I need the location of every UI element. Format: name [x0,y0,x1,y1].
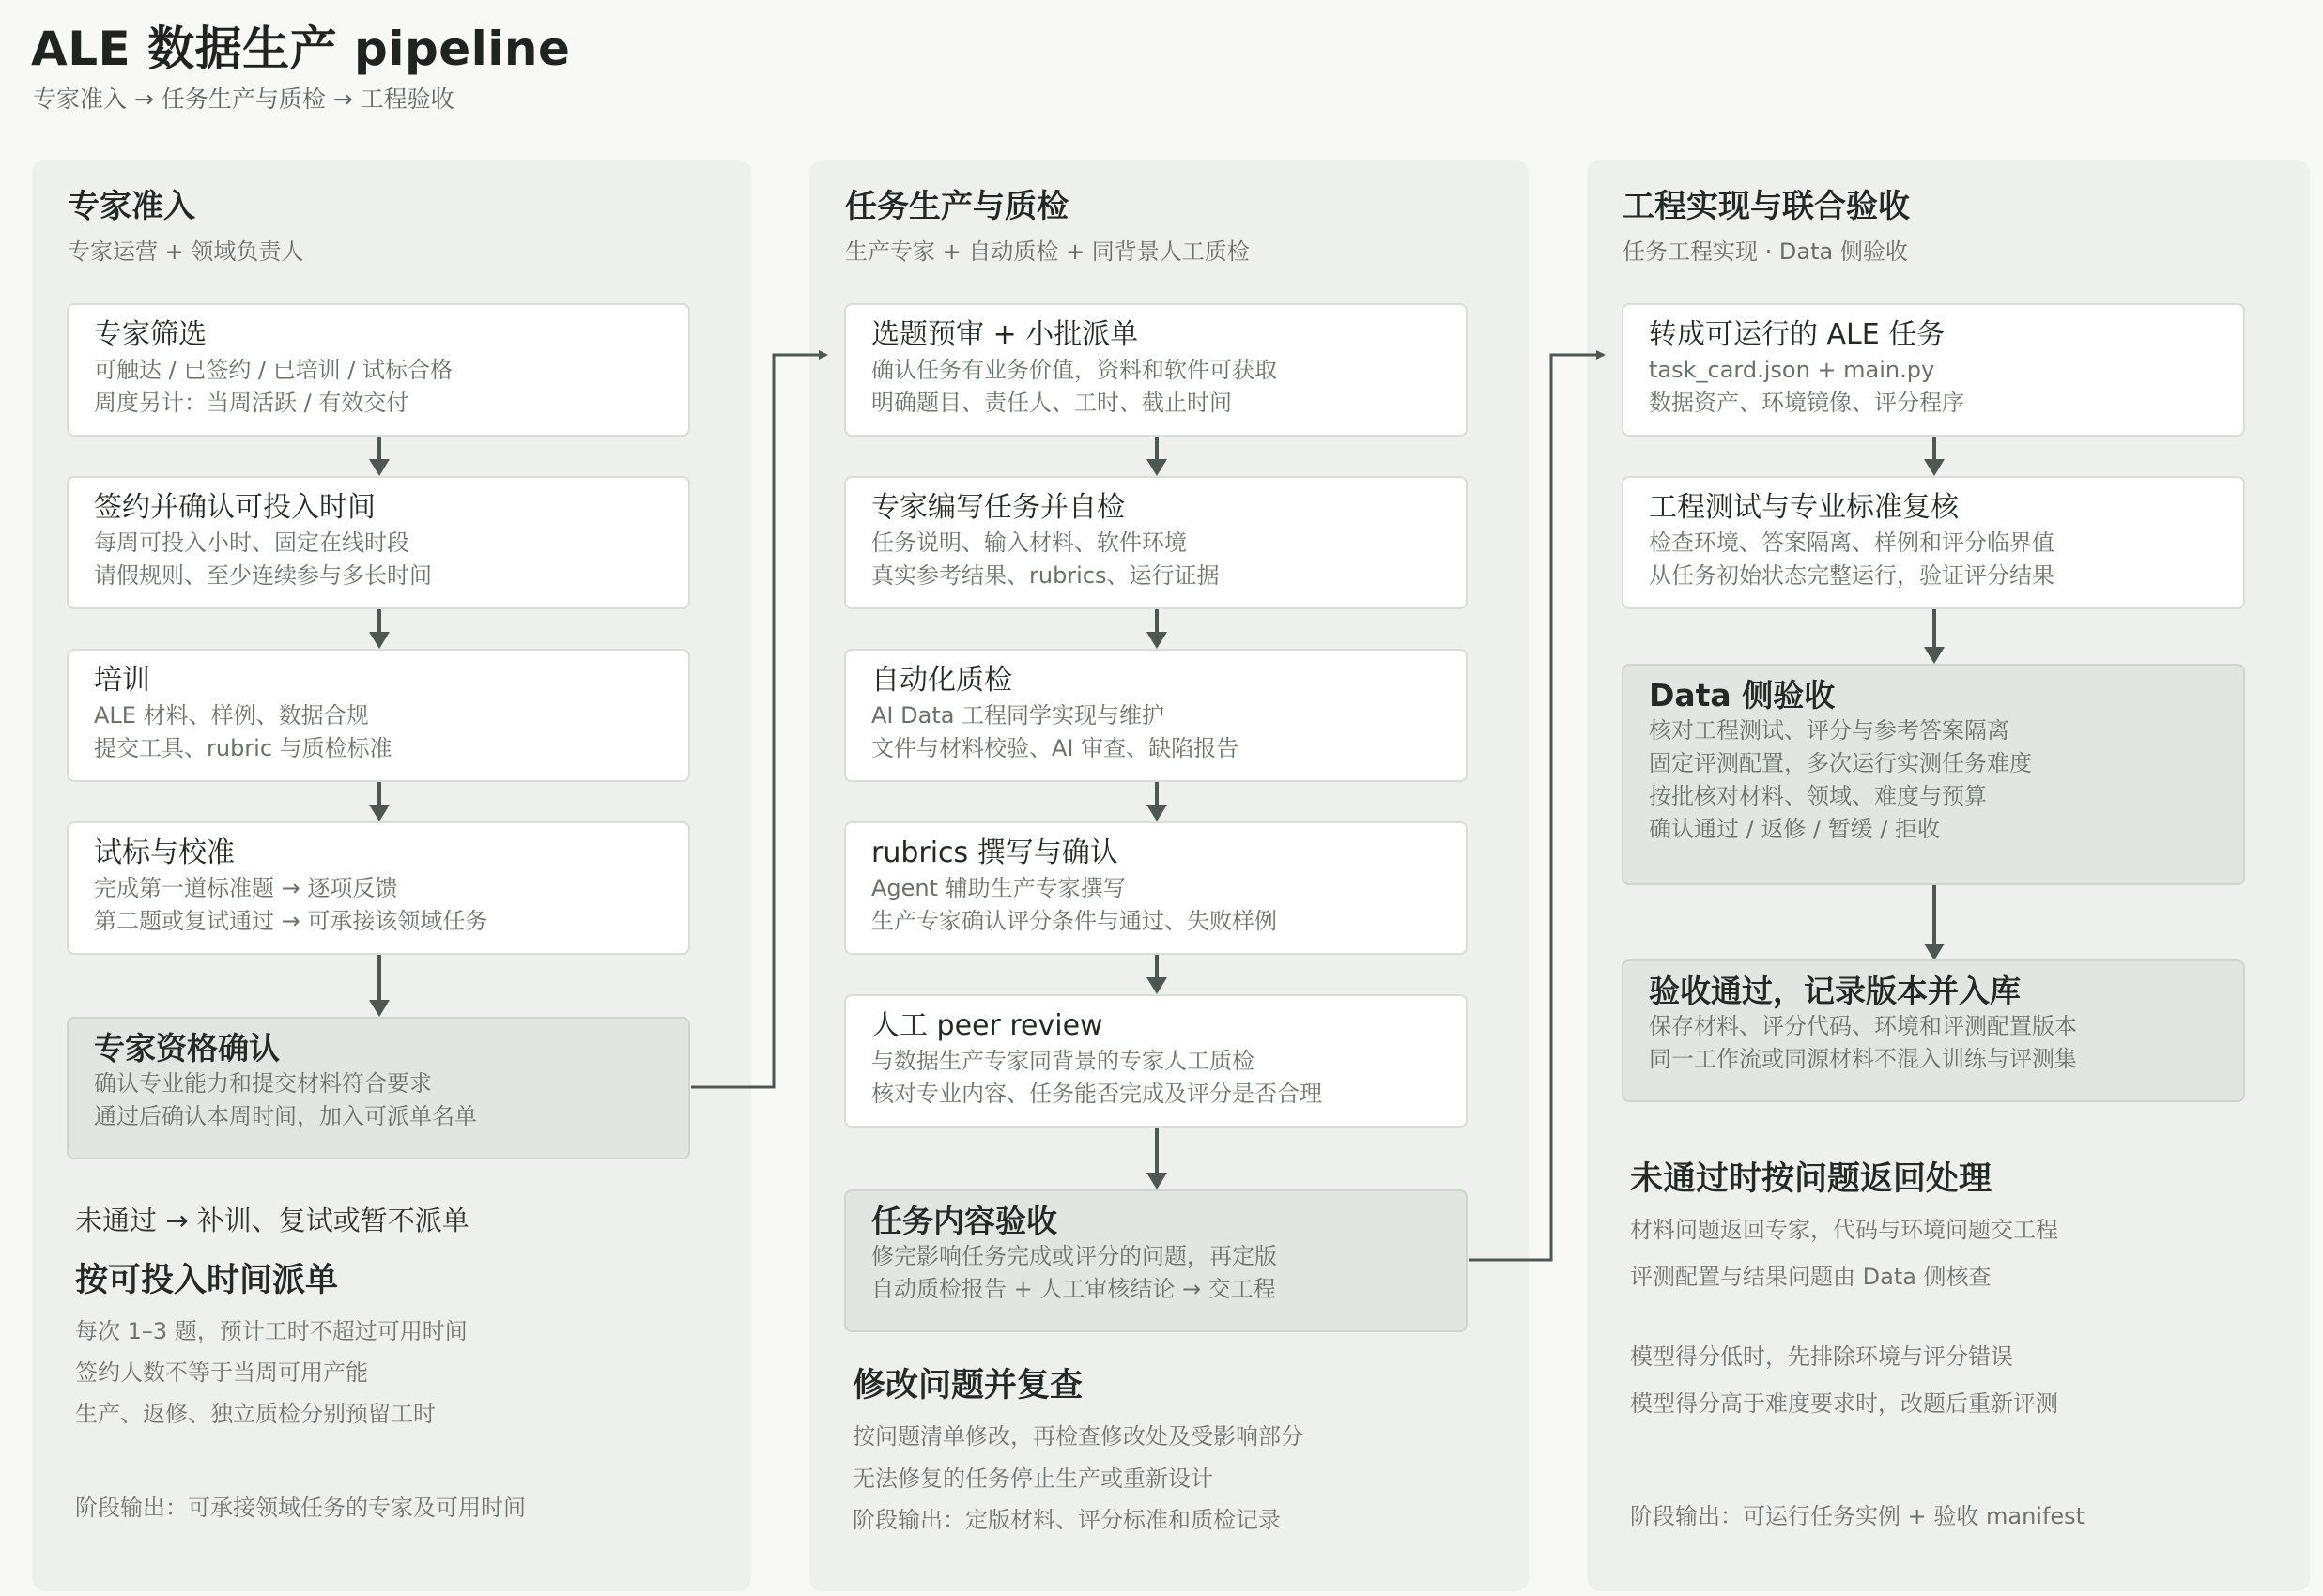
return-line: 模型得分低时，先排除环境与评分错误 [1630,1343,2013,1370]
column-subtitle: 生产专家 + 自动质检 + 同背景人工质检 [845,238,1250,265]
column-title: 工程实现与联合验收 [1623,188,1910,225]
card-qualification-confirm [67,1017,690,1159]
card-line: AI Data 工程同学实现与维护 [871,702,1165,729]
card-line: 通过后确认本周时间，加入可派单名单 [94,1103,477,1129]
dispatch-heading: 按可投入时间派单 [75,1262,339,1299]
stage-output: 阶段输出：定版材料、评分标准和质检记录 [853,1507,1281,1533]
card-line: 每周可投入小时、固定在线时段 [94,529,409,556]
card-line: 确认专业能力和提交材料符合要求 [94,1070,432,1097]
card-line: 可触达 / 已签约 / 已培训 / 试标合格 [94,357,454,383]
column-subtitle: 专家运营 + 领域负责人 [68,238,304,265]
arrow-down [377,437,381,461]
return-line: 材料问题返回专家，代码与环境问题交工程 [1630,1217,2058,1243]
card-title: 人工 peer review [871,1009,1103,1042]
return-line: 评测配置与结果问题由 Data 侧核查 [1630,1264,1992,1290]
card-line: 确认任务有业务价值，资料和软件可获取 [871,357,1277,383]
card-trial-calibration [67,821,690,955]
card-line: 保存材料、评分代码、环境和评测配置版本 [1649,1013,2077,1039]
arrow-down [377,609,381,634]
arrow-down [1932,609,1936,649]
arrow-down [1155,1128,1159,1174]
page-title: ALE 数据生产 pipeline [31,22,571,76]
card-sign-contract [67,476,690,609]
card-title: 专家编写任务并自检 [871,491,1125,524]
fix-heading: 修改问题并复查 [853,1367,1084,1404]
column-task-production [809,160,1529,1591]
card-line: 与数据生产专家同背景的专家人工质检 [871,1048,1254,1074]
card-title: 工程测试与专业标准复核 [1649,491,1959,524]
card-content-acceptance [844,1189,1468,1332]
card-title: 培训 [94,664,150,697]
card-line: 数据资产、环境镜像、评分程序 [1649,390,1964,416]
card-expert-writing [844,476,1468,609]
arrow-down [1155,782,1159,806]
card-line: 明确题目、责任人、工时、截止时间 [871,390,1232,416]
arrow-down [377,782,381,806]
page-subtitle: 专家准入 → 任务生产与质检 → 工程验收 [33,85,454,113]
arrow-down [1932,437,1936,461]
card-line: 周度另计：当周活跃 / 有效交付 [94,390,409,416]
card-title: 选题预审 + 小批派单 [871,318,1139,351]
card-line: 同一工作流或同源材料不混入训练与评测集 [1649,1046,2077,1072]
return-line: 模型得分高于难度要求时，改题后重新评测 [1630,1390,2058,1417]
card-line: 从任务初始状态完整运行，验证评分结果 [1649,562,2054,589]
card-title: 试标与校准 [94,836,235,869]
card-line: 按批核对材料、领域、难度与预算 [1649,783,1987,809]
return-heading: 未通过时按问题返回处理 [1630,1160,1992,1198]
dispatch-line: 每次 1–3 题，预计工时不超过可用时间 [75,1318,468,1344]
card-line: 完成第一道标准题 → 逐项反馈 [94,875,398,901]
fail-note: 未通过 → 补训、复试或暂不派单 [75,1205,469,1236]
card-title: 自动化质检 [871,664,1012,697]
card-line: Agent 辅助生产专家撰写 [871,875,1126,901]
card-runnable-task [1622,303,2245,437]
card-training [67,649,690,782]
card-title: Data 侧验收 [1649,677,1836,714]
card-line: 核对专业内容、任务能否完成及评分是否合理 [871,1081,1322,1107]
card-line: 自动质检报告 + 人工审核结论 → 交工程 [871,1276,1276,1302]
card-title: 验收通过，记录版本并入库 [1649,973,2021,1009]
fix-line: 按问题清单修改，再检查修改处及受影响部分 [853,1423,1303,1450]
card-line: 真实参考结果、rubrics、运行证据 [871,562,1220,589]
card-title: 专家资格确认 [94,1030,280,1067]
card-line: 核对工程测试、评分与参考答案隔离 [1649,717,2009,744]
card-peer-review [844,994,1468,1128]
column-subtitle: 任务工程实现 · Data 侧验收 [1623,238,1908,265]
card-expert-screening [67,303,690,437]
card-title: 转成可运行的 ALE 任务 [1649,318,1946,351]
fix-line: 无法修复的任务停止生产或重新设计 [853,1466,1213,1492]
dispatch-line: 生产、返修、独立质检分别预留工时 [75,1401,436,1427]
stage-output: 阶段输出：可承接领域任务的专家及可用时间 [75,1495,526,1521]
column-title: 任务生产与质检 [845,188,1069,225]
card-auto-qa [844,649,1468,782]
arrow-down [1155,955,1159,979]
card-title: rubrics 撰写与确认 [871,836,1118,869]
arrow-down [1932,885,1936,945]
card-topic-review [844,303,1468,437]
card-title: 专家筛选 [94,318,207,351]
arrow-down [1155,609,1159,634]
card-line: 任务说明、输入材料、软件环境 [871,529,1187,556]
card-version-archive [1622,959,2245,1102]
card-line: 请假规则、至少连续参与多长时间 [94,562,432,589]
arrow-down [377,955,381,1002]
dispatch-line: 签约人数不等于当周可用产能 [75,1359,368,1386]
card-title: 签约并确认可投入时间 [94,491,376,524]
card-line: 修完影响任务完成或评分的问题，再定版 [871,1243,1277,1269]
arrow-down [1155,437,1159,461]
card-line: 提交工具、rubric 与质检标准 [94,735,392,761]
card-line: 检查环境、答案隔离、样例和评分临界值 [1649,529,2054,556]
card-line: ALE 材料、样例、数据合规 [94,702,369,729]
card-title: 任务内容验收 [871,1203,1057,1239]
card-line: task_card.json + main.py [1649,357,1935,383]
card-line: 固定评测配置，多次运行实测任务难度 [1649,750,2032,776]
card-engineering-test [1622,476,2245,609]
card-line: 生产专家确认评分条件与通过、失败样例 [871,908,1277,934]
card-line: 确认通过 / 返修 / 暂缓 / 拒收 [1649,816,1941,842]
card-rubrics [844,821,1468,955]
card-line: 文件与材料校验、AI 审查、缺陷报告 [871,735,1239,761]
stage-output: 阶段输出：可运行任务实例 + 验收 manifest [1630,1503,2085,1529]
column-title: 专家准入 [68,188,195,225]
column-expert-admission [32,160,751,1591]
column-engineering-acceptance [1587,160,2310,1591]
card-line: 第二题或复试通过 → 可承接该领域任务 [94,908,488,934]
card-data-acceptance [1622,664,2245,885]
